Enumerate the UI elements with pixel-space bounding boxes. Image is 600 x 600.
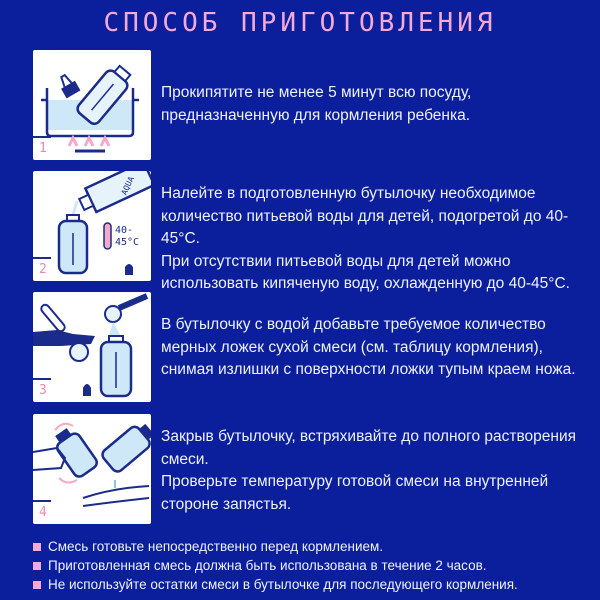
step-number: 4: [39, 505, 47, 520]
boiling-pot-bottles-icon: [33, 50, 151, 160]
step-1: [33, 50, 600, 160]
step-4-text: Закрыв бутылочку, встряхивайте до полного растворения смеси. Проверьте температуру готовой смеси на внутренней стороне запястья.: [161, 428, 577, 513]
step-divider: [33, 500, 51, 502]
note-item: Приготовленная смесь должна быть использована в течение 2 часов.: [33, 556, 518, 575]
step-4: [33, 414, 600, 524]
square-bullet-icon: [33, 581, 41, 589]
svg-text:40-: 40-: [115, 225, 134, 236]
step-2-illustration: [33, 171, 151, 281]
step-divider: [33, 378, 51, 380]
svg-text:45°C: 45°C: [115, 237, 140, 248]
step-1-illustration: [33, 50, 151, 160]
step-1-text: Прокипятите не менее 5 минут всю посуду, предназначенную для кормления ребенка.: [161, 84, 472, 124]
notes-list: [33, 537, 518, 594]
step-3-illustration: [33, 292, 151, 402]
note-item: Не используйте остатки смеси в бутылочке для последующего кормления.: [33, 575, 518, 594]
step-2-text: Налейте в подготовленную бутылочку необходимое количество питьевой воды для детей, подогретой до 40-45°C. При отсутствии питьевой воды для детей можно использовать кипяченую воду, охлажденную до 40-45°C.: [161, 185, 570, 292]
step-4-illustration: [33, 414, 151, 524]
step-divider: [33, 257, 51, 259]
pour-water-thermometer-icon: [33, 171, 151, 281]
svg-text:AQUA: AQUA: [119, 175, 136, 197]
shake-bottle-wrist-test-icon: [33, 414, 151, 524]
step-3: [33, 292, 600, 402]
measuring-spoon-powder-icon: [33, 292, 151, 402]
step-3-text: В бутылочку с водой добавьте требуемое количество мерных ложек сухой смеси (см. таблицу кормления), снимая излишки с поверхности ложки тупым краем ножа.: [161, 316, 576, 378]
step-2: [33, 171, 600, 292]
step-number: 2: [39, 262, 47, 277]
note-item: Смесь готовьте непосредственно перед кормлением.: [33, 537, 518, 556]
step-number: 3: [39, 383, 47, 398]
square-bullet-icon: [33, 562, 41, 570]
step-number: 1: [39, 141, 47, 156]
step-divider: [33, 136, 51, 138]
page-title: СПОСОБ ПРИГОТОВЛЕНИЯ: [103, 8, 497, 38]
square-bullet-icon: [33, 543, 41, 551]
